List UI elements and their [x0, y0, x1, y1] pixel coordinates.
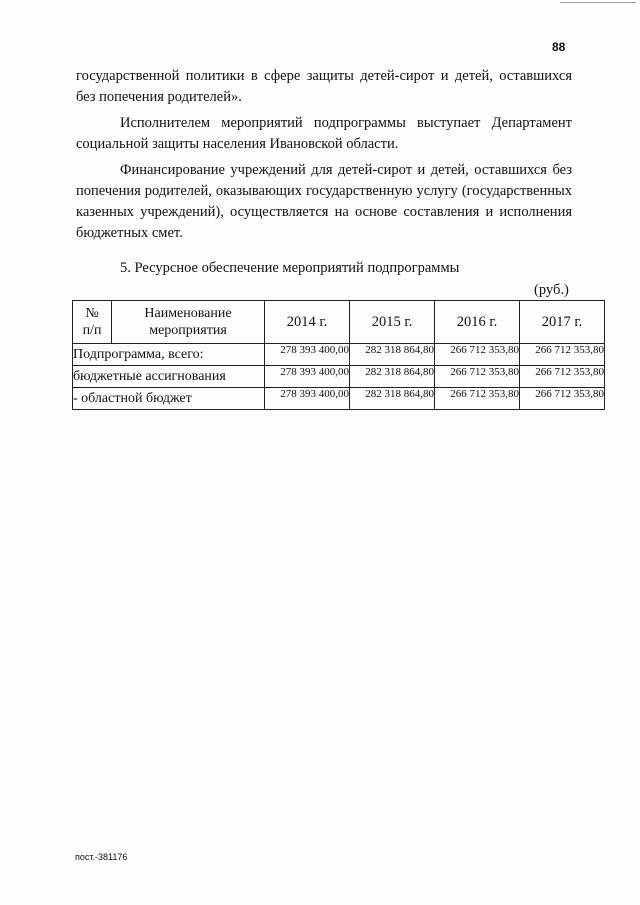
table-row [73, 388, 605, 410]
page-number: 88 [552, 40, 566, 54]
row-value-2017: 266 712 353,80 [520, 344, 605, 366]
row-value-2015: 282 318 864,80 [350, 344, 435, 366]
header-number-abbrev: п/п [82, 323, 102, 338]
row-value-2017: 266 712 353,80 [520, 388, 605, 410]
header-year-2015: 2015 г. [350, 301, 435, 344]
resource-table [72, 300, 605, 410]
row-value-2014: 278 393 400,00 [265, 344, 350, 366]
table-row [73, 366, 605, 388]
paragraph-3: Финансирование учреждений для детей-сирот и детей, оставшихся без попечения родителей, оказывающих государственную услугу (государственных казенных учреждений), осуществляется на основе составления и исполнения бюджетных смет. [76, 162, 572, 241]
header-name-line2: мероприятия [149, 323, 227, 338]
row-value-2015: 282 318 864,80 [350, 366, 435, 388]
table-header-row [73, 301, 605, 344]
document-footer: пост.-381176 [75, 852, 128, 862]
header-year-2017: 2017 г. [520, 301, 605, 344]
currency-unit: (руб.) [534, 282, 569, 298]
section-title: 5. Ресурсное обеспечение мероприятий подпрограммы [120, 260, 460, 276]
row-value-2016: 266 712 353,80 [435, 344, 520, 366]
row-name: Подпрограмма, всего: [73, 344, 265, 366]
header-name [112, 301, 265, 344]
body-text [76, 66, 572, 244]
row-value-2015: 282 318 864,80 [350, 388, 435, 410]
row-value-2016: 266 712 353,80 [435, 388, 520, 410]
row-name: - областной бюджет [73, 388, 265, 410]
paragraph-1: государственной политики в сфере защиты детей-сирот и детей, оставшихся без попечения родителей». [76, 68, 572, 105]
row-value-2017: 266 712 353,80 [520, 366, 605, 388]
row-value-2014: 278 393 400,00 [265, 388, 350, 410]
header-number [73, 301, 112, 344]
table-row [73, 344, 605, 366]
top-edge-rule [560, 2, 636, 3]
header-year-2016: 2016 г. [435, 301, 520, 344]
row-value-2014: 278 393 400,00 [265, 366, 350, 388]
paragraph-2: Исполнителем мероприятий подпрограммы выступает Департамент социальной защиты населения Ивановской области. [76, 115, 572, 152]
row-value-2016: 266 712 353,80 [435, 366, 520, 388]
row-name: бюджетные ассигнования [73, 366, 265, 388]
header-year-2014: 2014 г. [265, 301, 350, 344]
header-number-symbol: № [85, 306, 99, 321]
header-name-line1: Наименование [144, 306, 232, 321]
